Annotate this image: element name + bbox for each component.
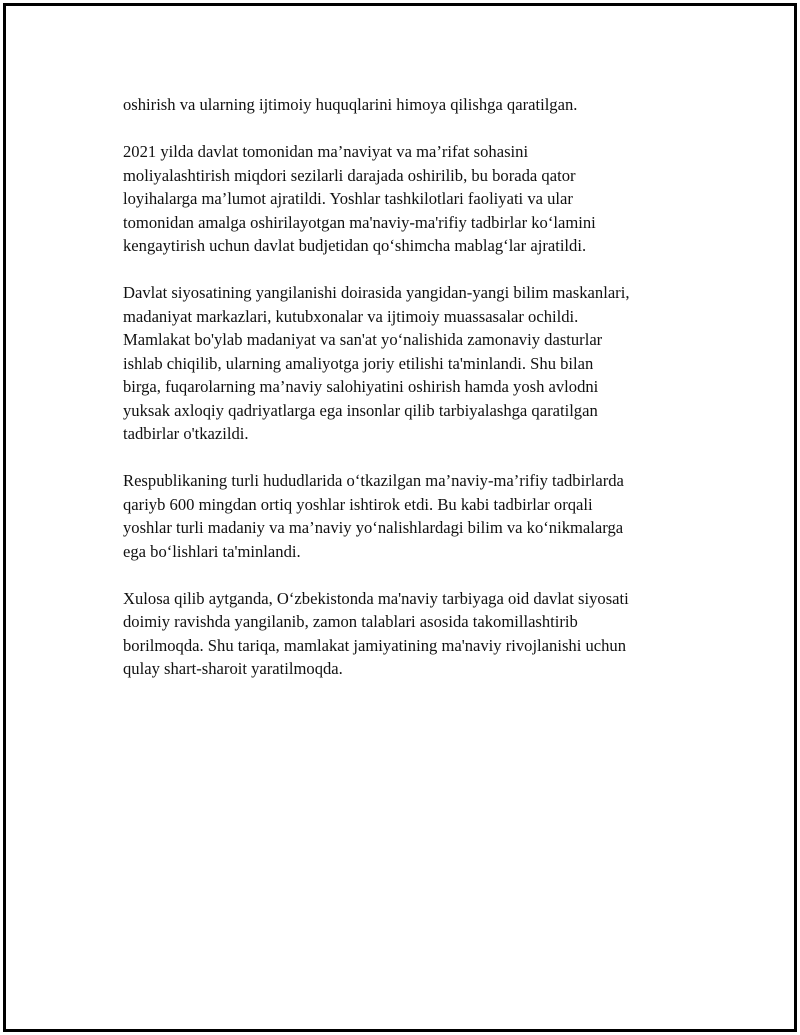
text-line: 2021 yilda davlat tomonidan ma’naviyat va ma’rifat sohasini: [123, 142, 529, 161]
paragraph-5: [123, 587, 703, 681]
text-line: Respublikaning turli hududlarida o‘tkazilgan ma’naviy-ma’rifiy tadbirlarda: [123, 471, 624, 490]
text-line: loyihalarga ma’lumot ajratildi. Yoshlar tashkilotlari faoliyati va ular: [123, 189, 573, 208]
document-body: [123, 93, 703, 704]
text-line: qulay shart-sharoit yaratilmoqda.: [123, 659, 343, 678]
text-line: birga, fuqarolarning ma’naviy salohiyatini oshirish hamda yosh avlodni: [123, 377, 599, 396]
text-line: tomonidan amalga oshirilayotgan ma'naviy-ma'rifiy tadbirlar ko‘lamini: [123, 212, 596, 232]
text-line: borilmoqda. Shu tariqa, mamlakat jamiyatining ma'naviy rivojlanishi uchun: [123, 635, 627, 655]
text-line: Mamlakat bo'ylab madaniyat va san'at yo‘nalishida zamonaviy dasturlar: [123, 330, 603, 349]
text-line: ega bo‘lishlari ta'minlandi.: [123, 541, 301, 561]
text-line: yuksak axloqiy qadriyatlarga ega insonlar qilib tarbiyalashga qaratilgan: [123, 400, 598, 420]
document-page: [3, 3, 797, 1032]
text-line: yoshlar turli madaniy va ma’naviy yo‘nalishlardagi bilim va ko‘nikmalarga: [123, 518, 624, 537]
paragraph-2: [123, 140, 703, 258]
text-line: Xulosa qilib aytganda, O‘zbekistonda ma'naviy tarbiyaga oid davlat siyosati: [123, 588, 629, 608]
text-line: doimiy ravishda yangilanib, zamon talablari asosida takomillashtirib: [123, 612, 578, 631]
paragraph-3: [123, 281, 703, 446]
text-line: kengaytirish uchun davlat budjetidan qo‘shimcha mablag‘lar ajratildi.: [123, 236, 587, 255]
text-line: ishlab chiqilib, ularning amaliyotga joriy etilishi ta'minlandi. Shu bilan: [123, 353, 594, 373]
text-line: oshirish va ularning ijtimoiy huquqlarini himoya qilishga qaratilgan.: [123, 95, 578, 114]
text-line: qariyb 600 mingdan ortiq yoshlar ishtirok etdi. Bu kabi tadbirlar orqali: [123, 494, 593, 514]
text-line: madaniyat markazlari, kutubxonalar va ijtimoiy muassasalar ochildi.: [123, 306, 579, 326]
paragraph-4: [123, 469, 703, 563]
text-line: moliyalashtirish miqdori sezilarli darajada oshirilib, bu borada qator: [123, 165, 576, 185]
text-line: tadbirlar o'tkazildi.: [123, 424, 249, 443]
text-line: Davlat siyosatining yangilanishi doirasida yangidan-yangi bilim maskanlari,: [123, 283, 630, 302]
paragraph-1: [123, 93, 703, 117]
